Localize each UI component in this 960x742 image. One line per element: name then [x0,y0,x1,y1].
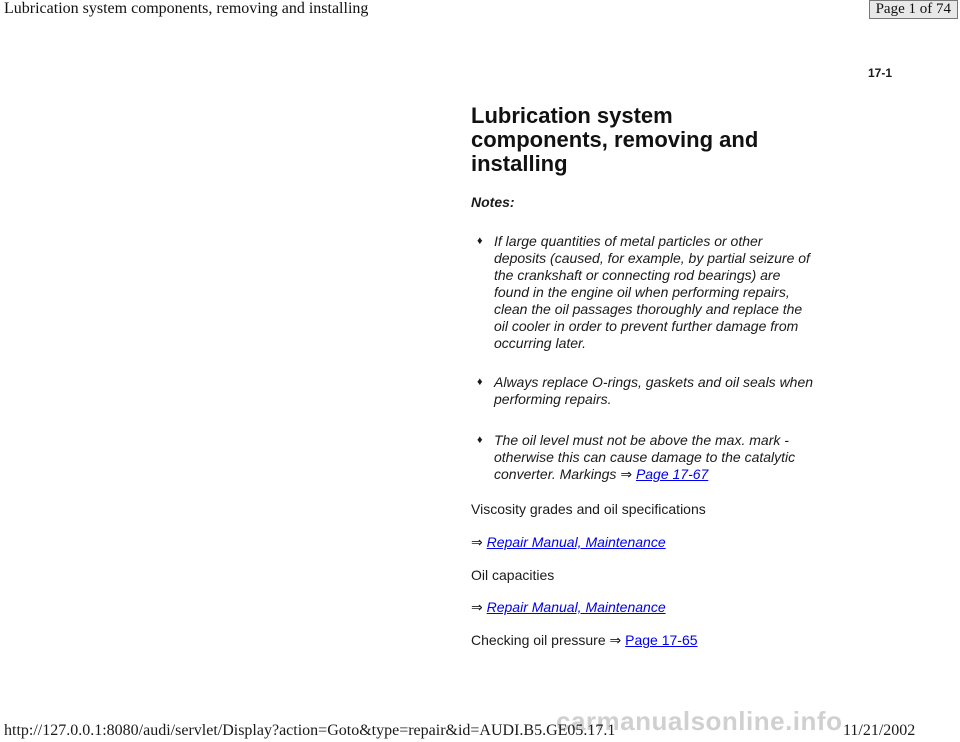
page-17-65-link[interactable]: Page 17-65 [625,632,698,648]
note-text: Always replace O-rings, gaskets and oil seals when performing repairs. [494,374,814,407]
repair-manual-line [471,534,666,551]
note-text: If large quantities of metal particles or other deposits (caused, for example, by partial seizure of the crankshaft or connecting rod bearings) are found in the engine oil when performing repairs, clean the oil passages thoroughly and replace the oil cooler in order to prevent further damage from occurring later. [494,233,810,351]
print-header [0,0,960,20]
note-item [477,432,817,483]
repair-manual-link[interactable]: Repair Manual, Maintenance [486,534,666,550]
note-item [477,374,817,408]
diamond-bullet-icon: ♦ [477,235,483,247]
note-text: The oil level must not be above the max. mark - otherwise this can cause damage to the catalytic converter. Markings [494,432,796,482]
oil-capacities-text: Oil capacities [471,567,555,583]
note-text-wrapper [494,432,817,483]
checking-pressure-line [471,632,698,649]
repair-manual-line [471,599,666,616]
section-number: 17-1 [868,66,893,80]
page-17-67-link[interactable]: Page 17-67 [635,466,709,482]
note-item [477,233,817,352]
arrow-right-icon: ⇒ [609,632,622,648]
header-title: Lubrication system components, removing and installing [4,0,369,17]
arrow-right-icon: ⇒ [471,534,483,550]
viscosity-text: Viscosity grades and oil specifications [471,501,706,517]
diamond-bullet-icon: ♦ [477,434,483,446]
footer-date: 11/21/2002 [843,722,916,739]
repair-manual-link[interactable]: Repair Manual, Maintenance [486,599,666,615]
print-footer [0,722,960,742]
footer-url: http://127.0.0.1:8080/audi/servlet/Display?action=Goto&type=repair&id=AUDI.B5.GE05.17.1 [4,722,616,739]
notes-label: Notes: [471,194,515,210]
page-title: Lubrication system components, removing and installing [471,103,759,176]
watermark: carmanualsonline.info [556,706,843,736]
arrow-right-icon: ⇒ [471,599,483,615]
diamond-bullet-icon: ♦ [477,376,483,388]
checking-pressure-text: Checking oil pressure [471,632,606,648]
arrow-right-icon: ⇒ [620,466,633,482]
page-indicator: Page 1 of 74 [869,0,958,19]
